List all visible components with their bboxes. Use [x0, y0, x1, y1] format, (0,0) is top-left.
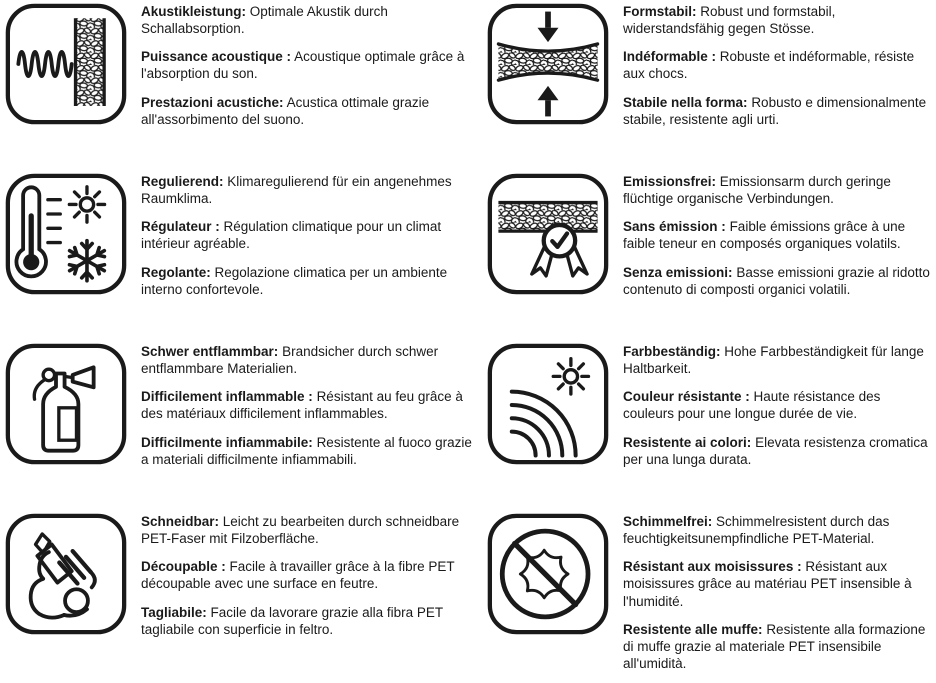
feature-label: Difficilement inflammable : — [141, 389, 313, 405]
feature-label: Découpable : — [141, 559, 226, 575]
feature-body: Haute résistance des couleurs pour une longue durée de vie. — [623, 389, 881, 422]
feature-body: Resistente alla formazione di muffe grazie al materiale PET insensibile all'umidità. — [623, 621, 926, 671]
feature-label: Farbbeständig: — [623, 344, 721, 359]
feature-body: Régulation climatique pour un climat intérieur agréable. — [141, 219, 442, 252]
feature-label: Emissionsfrei: — [623, 174, 717, 189]
feature-tile-color-fast — [482, 340, 936, 510]
feature-body: Leicht zu bearbeiten durch schneidbare PET-Faser mit Filzoberfläche. — [141, 514, 460, 547]
feature-tile-emission-free — [482, 170, 936, 340]
feature-label: Formstabil: — [623, 4, 697, 19]
feature-paragraph-fr — [141, 48, 473, 82]
feature-texts — [141, 513, 473, 649]
feature-paragraph-it — [623, 434, 935, 468]
feature-body: Brandsicher durch schwer entflammbare Materialien. — [141, 344, 439, 377]
sound-absorption-icon — [5, 3, 127, 125]
feature-label: Sans émission : — [623, 219, 726, 235]
feature-paragraph-it — [141, 94, 473, 128]
feature-paragraph-it — [623, 94, 935, 128]
feature-paragraph-de — [141, 3, 473, 37]
feature-body: Facile à travailler grâce à la fibre PET découpable avec une surface en feutre. — [141, 559, 455, 592]
feature-label: Akustikleistung: — [141, 4, 247, 19]
feature-label: Puissance acoustique : — [141, 49, 292, 65]
feature-paragraph-it — [141, 264, 473, 298]
feature-tile-form-stability — [482, 0, 936, 170]
feature-body: Schimmelresistent durch das feuchtigkeitsunempfindliche PET-Material. — [623, 514, 890, 547]
feature-paragraph-fr — [623, 218, 935, 252]
feature-tile-climate-regulation — [0, 170, 482, 340]
feature-paragraph-fr — [623, 388, 935, 422]
feature-label: Resistente alle muffe: — [623, 621, 763, 637]
no-mold-icon — [487, 513, 609, 635]
feature-paragraph-fr — [623, 48, 935, 82]
feature-texts — [623, 3, 935, 139]
feature-label: Stabile nella forma: — [623, 94, 748, 110]
feature-tile-acoustic-performance — [0, 0, 482, 170]
feature-texts — [623, 173, 935, 309]
feature-paragraph-de — [141, 343, 473, 377]
feature-label: Résistant aux moisissures : — [623, 559, 802, 575]
feature-body: Robust und formstabil, widerstandsfähig gegen Stösse. — [623, 4, 836, 37]
feature-tile-mold-free — [482, 510, 936, 680]
feature-paragraph-it — [141, 604, 473, 638]
feature-label: Prestazioni acustiche: — [141, 94, 284, 110]
feature-body: Elevata resistenza cromatica per una lunga durata. — [623, 434, 928, 467]
feature-body: Robusto e dimensionalmente stabile, resistente agli urti. — [623, 94, 927, 127]
feature-body: Robuste et indéformable, résiste aux chocs. — [623, 49, 915, 82]
feature-texts — [141, 173, 473, 309]
certified-low-emission-icon — [487, 173, 609, 295]
feature-body: Klimaregulierend für ein angenehmes Raumklima. — [141, 174, 452, 207]
feature-paragraph-de — [141, 513, 473, 547]
feature-texts — [141, 343, 473, 479]
feature-texts — [141, 3, 473, 139]
feature-body: Emissionsarm durch geringe flüchtige organische Verbindungen. — [623, 174, 891, 207]
feature-label: Schneidbar: — [141, 514, 220, 529]
feature-paragraph-it — [623, 621, 935, 672]
feature-body: Facile da lavorare grazie alla fibra PET tagliabile con superficie in feltro. — [141, 604, 443, 637]
feature-body: Résistant au feu grâce à des matériaux difficilement inflammables. — [141, 389, 463, 422]
feature-body: Hohe Farbbeständigkeit für lange Haltbarkeit. — [623, 344, 924, 377]
feature-paragraph-de — [141, 173, 473, 207]
feature-texts — [623, 513, 935, 683]
feature-paragraph-fr — [141, 558, 473, 592]
feature-texts — [623, 343, 935, 479]
compression-resistance-icon — [487, 3, 609, 125]
feature-paragraph-fr — [141, 218, 473, 252]
feature-label: Resistente ai colori: — [623, 434, 752, 450]
feature-label: Senza emissioni: — [623, 264, 733, 280]
feature-label: Régulateur : — [141, 219, 220, 235]
fire-extinguisher-icon — [5, 343, 127, 465]
feature-body: Basse emissioni grazie al ridotto contenuto di composti organici volatili. — [623, 264, 930, 297]
feature-body: Acoustique optimale grâce à l'absorption du son. — [141, 49, 465, 82]
feature-paragraph-de — [623, 3, 935, 37]
feature-paragraph-de — [623, 343, 935, 377]
feature-body: Acustica ottimale grazie all'assorbimento del suono. — [141, 94, 430, 127]
feature-label: Tagliabile: — [141, 604, 207, 620]
feature-paragraph-de — [623, 513, 935, 547]
feature-paragraph-de — [623, 173, 935, 207]
feature-label: Regolante: — [141, 264, 211, 280]
feature-tile-cuttable — [0, 510, 482, 680]
feature-paragraph-fr — [141, 388, 473, 422]
feature-label: Regulierend: — [141, 174, 224, 189]
feature-label: Schwer entflammbar: — [141, 344, 279, 359]
feature-body: Regolazione climatica per un ambiente interno confortevole. — [141, 264, 448, 297]
feature-paragraph-fr — [623, 558, 935, 609]
hand-cutter-icon — [5, 513, 127, 635]
feature-label: Difficilmente infiammabile: — [141, 434, 313, 450]
feature-body: Optimale Akustik durch Schallabsorption. — [141, 4, 388, 37]
feature-label: Schimmelfrei: — [623, 514, 713, 529]
feature-body: Faible émissions grâce à une faible teneur en composés organiques volatils. — [623, 219, 906, 252]
feature-label: Indéformable : — [623, 49, 717, 65]
feature-paragraph-it — [141, 434, 473, 468]
feature-tile-flame-resistant — [0, 340, 482, 510]
feature-paragraph-it — [623, 264, 935, 298]
feature-body: Resistente al fuoco grazie a materiali difficilmente infiammabili. — [141, 434, 472, 467]
thermometer-climate-icon — [5, 173, 127, 295]
feature-label: Couleur résistante : — [623, 389, 750, 405]
colorfast-rainbow-sun-icon — [487, 343, 609, 465]
feature-body: Résistant aux moisissures grâce au matériau PET insensible à l'humidité. — [623, 559, 912, 609]
